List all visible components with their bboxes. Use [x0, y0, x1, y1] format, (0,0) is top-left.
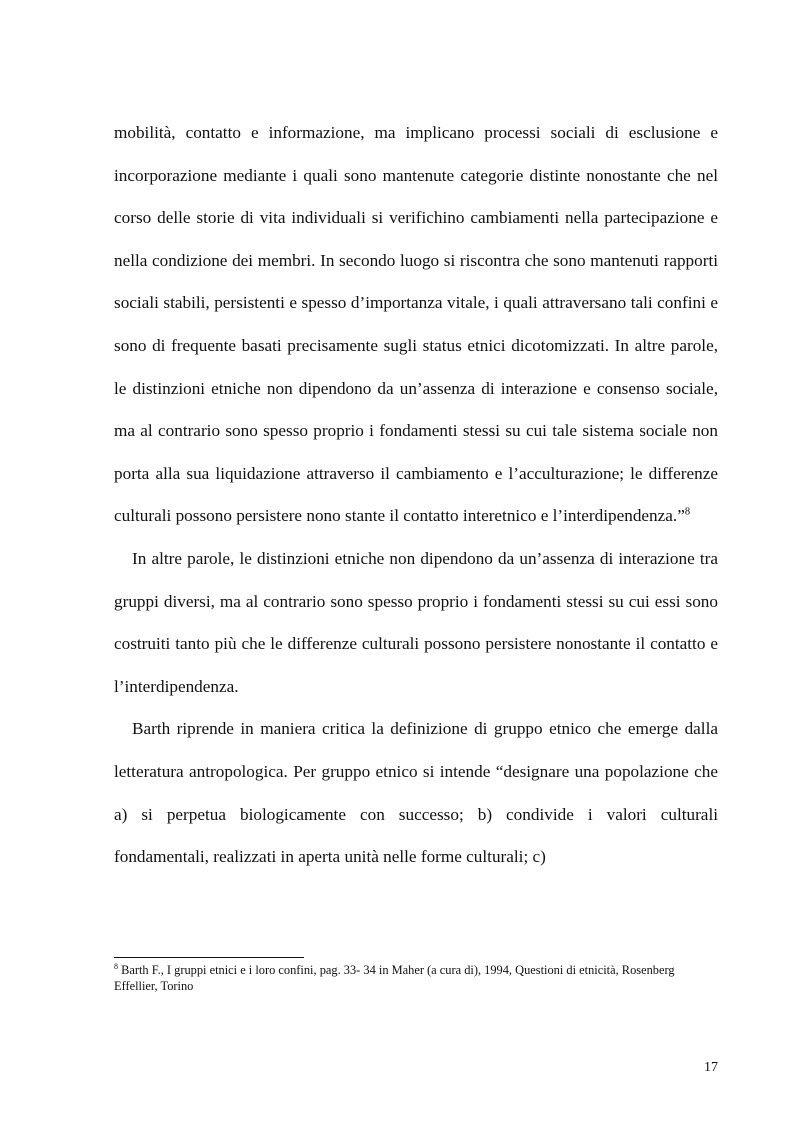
main-text: [114, 112, 718, 879]
page-number: 17: [704, 1060, 718, 1075]
footnote-reference[interactable]: 8: [684, 506, 691, 518]
footnote-separator: [114, 957, 304, 958]
paragraph: Barth riprende in maniera critica la definizione di gruppo etnico che emerge dalla letteratura antropologica. Per gruppo etnico si intende “designare una popolazione che a) si perpetua biologicamente con successo; b) condivide i valori culturali fondamentali, realizzati in aperta unità nelle forme culturali; c): [114, 719, 718, 867]
footnote-text: Barth F., I gruppi etnici e i loro confini, pag. 33- 34 in Maher (a cura di), 1994, Questioni di etnicità, Rosenberg Effellier, Torino: [114, 963, 675, 993]
paragraph: In altre parole, le distinzioni etniche non dipendono da un’assenza di interazione tra gruppi diversi, ma al contrario sono spesso proprio i fondamenti stessi su cui essi sono costruiti tanto più che le differenze culturali possono persistere nonostante il contatto e l’interdipendenza.: [114, 548, 718, 696]
footnote-number: 8: [114, 961, 118, 971]
paragraph-continued: [114, 112, 718, 538]
footnote: [114, 963, 718, 994]
paragraph-text: mobilità, contatto e informazione, ma implicano processi sociali di esclusione e incorporazione mediante i quali sono mantenute categorie distinte nonostante che nel corso delle storie di vita individuali si verifichino cambiamenti nella partecipazione e nella condizione dei membri. In secondo luogo si riscontra che sono mantenuti rapporti sociali stabili, persistenti e spesso d’importanza vitale, i quali attraversano tali confini e sono di frequente basati precisamente sugli status etnici dicotomizzati. In altre parole, le distinzioni etniche non dipendono da un’assenza di interazione e consenso sociale, ma al contrario sono spesso proprio i fondamenti stessi su cui tale sistema sociale non porta alla sua liquidazione attraverso il cambiamento e l’acculturazione; le differenze culturali possono persistere nono stante il contatto interetnico e l’interdipendenza.”: [114, 123, 718, 526]
